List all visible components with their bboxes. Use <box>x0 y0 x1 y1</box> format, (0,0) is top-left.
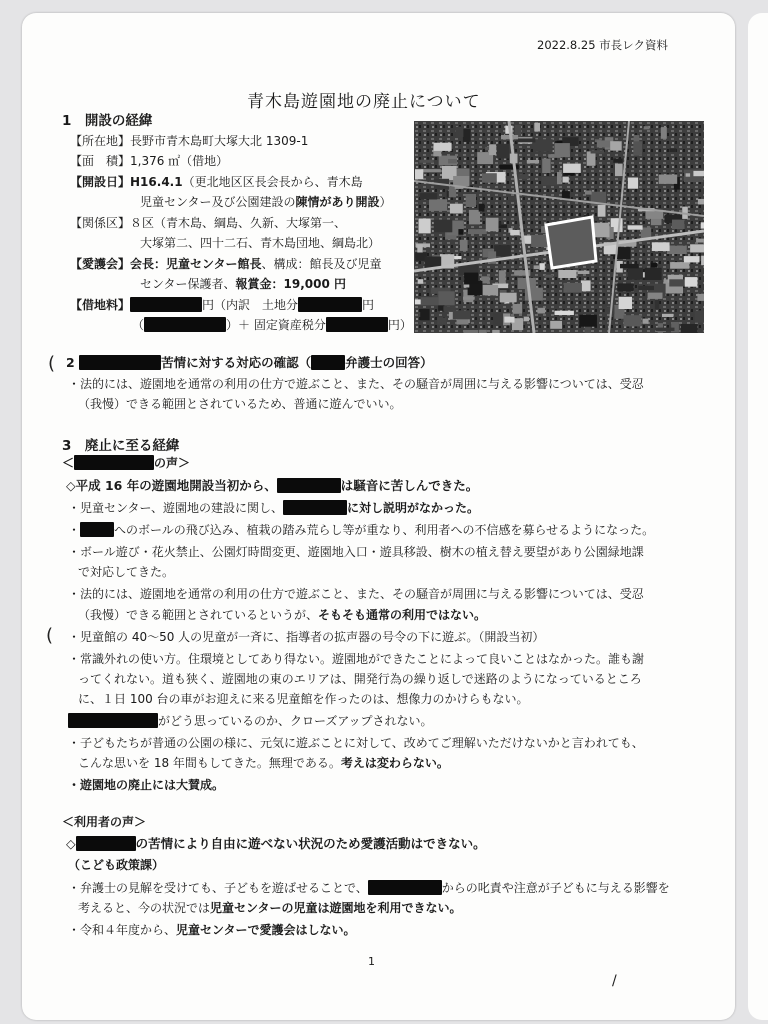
location-row <box>70 132 308 149</box>
page-number: 1 <box>368 955 375 968</box>
assoc-members: 、構成：館長及び児童 <box>261 257 382 271</box>
bullet-3-line-2: で対応してきた。 <box>78 565 175 579</box>
redaction-box <box>298 297 362 312</box>
bullet-7-text: がどう思っているのか、クローズアップされない。 <box>158 714 433 728</box>
bullet-1 <box>68 499 479 516</box>
aerial-texture-block <box>698 199 704 205</box>
rent-close: 円） <box>387 318 412 332</box>
aerial-texture-block <box>701 256 704 266</box>
redaction-box <box>79 355 161 370</box>
opening-row <box>70 173 363 190</box>
aerial-texture-block <box>510 230 520 235</box>
aerial-texture-block <box>421 169 441 172</box>
bullet-4-text: （我慢）できる範囲とされているというが、 <box>78 608 319 622</box>
opening-label: 【開設日】 <box>70 175 131 189</box>
aerial-texture-block <box>598 205 606 217</box>
bullet-8-text: こんな思いを 18 年間もしてきた。無理である。 <box>78 756 341 770</box>
aerial-texture-block <box>534 265 539 269</box>
section-2-number: 2 <box>66 355 75 370</box>
redaction-box <box>68 713 158 728</box>
aerial-texture-block <box>550 321 562 329</box>
redaction-box <box>277 478 341 493</box>
aerial-texture-block <box>684 256 700 262</box>
aerial-texture-block <box>489 144 496 155</box>
redaction-box <box>80 522 114 537</box>
aerial-texture-block <box>534 139 553 152</box>
voice-close: の声＞ <box>154 456 191 470</box>
section-2-title: 苦情に対する対応の確認（ <box>161 355 312 370</box>
aerial-texture-block <box>458 229 463 235</box>
bullet-4-line-1: ・法的には、遊園地を通常の利用の仕方で遊ぶこと、また、その騒音が周囲に与える影響については、受忍 <box>68 587 644 601</box>
aerial-texture-block <box>545 275 554 278</box>
aerial-texture-block <box>437 317 447 324</box>
aerial-texture-block <box>420 193 438 199</box>
aerial-texture-block <box>662 314 673 317</box>
aerial-texture-block <box>557 172 562 184</box>
section-2-line-2: （我慢）できる範囲とされているため、普通に遊んでいい。 <box>78 397 402 411</box>
opening-note-1: （更北地区区長会長から、青木島 <box>182 175 363 189</box>
aerial-texture-block <box>448 159 457 164</box>
aerial-texture-block <box>466 194 476 207</box>
resident-claim <box>66 476 478 494</box>
aerial-texture-block <box>486 218 499 232</box>
rent-breakdown: 円（内訳 土地分 <box>202 298 299 312</box>
document-page <box>22 13 735 1020</box>
c-bullet-1-line-1 <box>68 879 670 896</box>
rent-tax: ）＋ 固定資産税分 <box>226 318 326 332</box>
aerial-texture-block <box>695 310 704 322</box>
aerial-texture-block <box>696 239 704 243</box>
aerial-texture-block <box>469 210 480 225</box>
area-row <box>70 152 228 169</box>
aerial-texture-block <box>513 304 523 314</box>
bullet-6-line-2: ってくれない。道も狭く、遊園地の東のエリアは、開発行為の繰り返しで迷路のようになっているところ <box>78 672 642 686</box>
bullet-4-emphasis: そもそも通常の利用ではない。 <box>318 608 487 622</box>
aerial-texture-block <box>578 271 590 274</box>
aerial-texture-block <box>421 297 439 305</box>
aerial-texture-block <box>429 199 447 211</box>
aerial-texture-block <box>453 310 470 319</box>
aerial-texture-block <box>483 285 498 296</box>
c-bullet-1-end: からの叱責や注意が子どもに与える影響を <box>441 881 670 895</box>
bullet-1-start: ・児童センター、遊園地の建設に関し、 <box>68 501 284 515</box>
aerial-texture-block <box>468 229 487 234</box>
section-1-heading: 1 開設の経緯 <box>62 113 153 129</box>
redaction-box <box>368 880 442 895</box>
aerial-texture-block <box>579 315 597 327</box>
aerial-texture-block <box>479 204 485 212</box>
aerial-texture-block <box>645 268 662 280</box>
assoc-reward: 報賞金：19,000 円 <box>235 277 347 291</box>
handwritten-mark: / <box>612 973 617 989</box>
c-bullet-1-line-2 <box>78 899 462 916</box>
aerial-texture-block <box>450 204 463 214</box>
section-2-heading <box>66 353 433 371</box>
document-date: 2022.8.25 市長レク資料 <box>537 38 668 52</box>
bullet-6-line-1: ・常識外れの使い方。住環境としてあり得ない。遊園地ができたことによって良いことはなかった。誰も謝 <box>68 652 645 666</box>
aerial-texture-block <box>651 263 658 268</box>
next-page-edge <box>748 13 768 1020</box>
resident-voice-heading <box>62 454 190 471</box>
assoc-row <box>70 255 382 272</box>
aerial-texture-block <box>500 293 517 303</box>
redaction-box <box>326 317 388 332</box>
claim-start: ◇平成 16 年の遊園地開設当初から、 <box>66 478 277 493</box>
aerial-texture-block <box>633 141 642 155</box>
aerial-texture-block <box>463 297 475 300</box>
aerial-texture-block <box>697 294 704 301</box>
aerial-texture-block <box>605 306 615 314</box>
aerial-texture-block <box>701 222 704 228</box>
user-claim <box>66 834 486 852</box>
aerial-texture-block <box>534 123 540 132</box>
aerial-texture-block <box>562 191 570 199</box>
rent-label: 【借地料】 <box>70 298 131 312</box>
opening-note-2: 児童センター及び公園建設の <box>140 195 296 209</box>
c-bullet-2-text: ・令和４年度から、 <box>68 923 177 937</box>
kodomo-dept: （こども政策課） <box>68 858 165 872</box>
assoc-members-2: センター保護者、 <box>140 277 236 291</box>
aerial-texture-block <box>527 160 539 163</box>
aerial-texture-block <box>555 311 574 315</box>
user-claim-text: の苦情により自由に遊べない状況のため愛護活動はできない。 <box>135 836 486 851</box>
aerial-photo <box>414 121 704 333</box>
aerial-texture-block <box>597 140 610 147</box>
aerial-texture-block <box>619 297 632 309</box>
user-voice-heading: ＜利用者の声＞ <box>62 815 147 829</box>
aerial-texture-block <box>667 246 687 255</box>
section-2-title-end: 弁護士の回答） <box>345 355 433 370</box>
aerial-texture-block <box>463 330 478 333</box>
section-3-heading: 3 廃止に至る経緯 <box>62 438 180 454</box>
aerial-texture-block <box>628 178 638 189</box>
c-bullet-1-start: ・弁護士の見解を受けても、子どもを遊ばせることで、 <box>68 881 368 895</box>
bullet-4-line-2 <box>78 606 486 623</box>
bullet-2-dot: ・ <box>68 523 81 537</box>
aerial-texture-block <box>593 223 609 238</box>
aerial-texture-block <box>591 150 605 153</box>
c-bullet-2-emphasis: 児童センターで愛護会はしない。 <box>176 923 356 937</box>
c-bullet-1-text: 考えると、今の状況では <box>78 901 211 915</box>
opening-row-2 <box>140 193 392 210</box>
aerial-texture-block <box>564 283 582 293</box>
aerial-texture-block <box>482 173 497 183</box>
aerial-texture-block <box>617 283 634 291</box>
opening-date: H16.4.1 <box>130 175 183 189</box>
aerial-photo-graphic <box>414 121 704 333</box>
aerial-texture-block <box>610 141 622 150</box>
aerial-texture-block <box>418 279 424 284</box>
aerial-texture-block <box>581 280 591 291</box>
redaction-box <box>311 355 345 370</box>
aerial-texture-block <box>648 293 663 299</box>
redaction-box <box>130 297 202 312</box>
aerial-texture-block <box>494 245 511 257</box>
aerial-texture-block <box>419 160 434 163</box>
redaction-box <box>144 317 226 332</box>
aerial-texture-block <box>672 220 685 230</box>
aerial-texture-block <box>681 324 698 333</box>
bullet-7 <box>68 712 433 729</box>
district-row <box>70 214 346 231</box>
aerial-texture-block <box>497 144 509 159</box>
aerial-texture-block <box>669 279 684 286</box>
aerial-texture-block <box>460 240 468 251</box>
bullet-2 <box>68 521 654 538</box>
user-claim-diamond: ◇ <box>66 836 76 851</box>
rent-row-2 <box>132 316 412 333</box>
bullet-9: ・遊園地の廃止には大賛成。 <box>68 778 225 792</box>
bullet-6-line-3: に、１日 100 台の車がお迎えに来る児童館を作ったのは、想像力のかけらもない。 <box>78 692 529 706</box>
district-line-2: 大塚第二、四十二石、青木島団地、綱島北） <box>140 236 381 250</box>
aerial-texture-block <box>524 317 529 322</box>
aerial-texture-block <box>481 276 490 283</box>
aerial-texture-block <box>493 313 503 326</box>
redaction-box <box>74 455 154 470</box>
location-label: 【所在地】 <box>70 134 131 148</box>
aerial-texture-block <box>656 328 675 331</box>
aerial-texture-block <box>613 159 622 163</box>
aerial-texture-block <box>661 127 667 139</box>
aerial-texture-block <box>643 319 649 324</box>
aerial-texture-block <box>434 143 452 151</box>
aerial-texture-block <box>628 268 643 280</box>
area-label: 【面 積】 <box>70 154 131 168</box>
aerial-texture-block <box>670 262 689 269</box>
aerial-texture-block <box>651 219 662 226</box>
aerial-texture-block <box>624 315 642 326</box>
rent-row <box>70 296 374 313</box>
aerial-texture-block <box>463 129 471 142</box>
aerial-texture-block <box>644 126 650 129</box>
aerial-texture-block <box>464 273 478 285</box>
aerial-texture-block <box>539 263 544 270</box>
opening-note-close: ） <box>379 195 392 209</box>
aerial-texture-block <box>638 286 654 290</box>
aerial-texture-block <box>419 219 431 234</box>
aerial-texture-block <box>492 330 500 333</box>
redaction-box <box>76 836 136 851</box>
rent-unit: 円 <box>362 298 375 312</box>
district-line-1: ８区（青木島、綱島、久新、大塚第一、 <box>130 216 347 230</box>
handwritten-mark: ( <box>48 353 56 374</box>
aerial-texture-block <box>541 177 558 185</box>
aerial-texture-block <box>587 151 596 165</box>
aerial-texture-block <box>453 176 469 186</box>
aerial-texture-block <box>519 174 529 179</box>
aerial-texture-block <box>479 330 487 333</box>
aerial-texture-block <box>652 242 670 251</box>
aerial-texture-block <box>438 291 454 305</box>
opening-petition: 陳情があり開設 <box>295 195 380 209</box>
bullet-8-line-1: ・子どもたちが普通の公園の様に、元気に遊ぶことに対して、改めてご理解いただけないかと言われても、 <box>68 736 644 750</box>
handwritten-mark: ( <box>46 625 54 646</box>
redaction-box <box>283 500 347 515</box>
assoc-label: 【愛護会】 <box>70 257 131 271</box>
aerial-texture-block <box>537 308 545 314</box>
aerial-texture-block <box>655 300 659 309</box>
aerial-texture-block <box>686 173 691 176</box>
aerial-texture-block <box>434 220 453 233</box>
aerial-texture-block <box>558 270 576 278</box>
aerial-texture-block <box>563 177 569 183</box>
aerial-texture-block <box>504 317 514 323</box>
bullet-2-text: へのボールの飛び込み、植栽の踏み荒らし等が重なり、利用者への不信感を募らせるようになった。 <box>114 523 655 537</box>
section-2-line-1: ・法的には、遊園地を通常の利用の仕方で遊ぶこと、また、その騒音が周囲に与える影響については、受忍 <box>68 377 644 391</box>
bullet-8-line-2 <box>78 754 449 771</box>
document-title: 青木島遊園地の廃止について <box>247 92 481 112</box>
c-bullet-2 <box>68 921 356 938</box>
aerial-texture-block <box>417 245 422 253</box>
aerial-texture-block <box>620 264 639 268</box>
aerial-texture-block <box>542 159 550 174</box>
district-label: 【関係区】 <box>70 216 131 230</box>
c-bullet-1-emphasis: 児童センターの児童は遊園地を利用できない。 <box>210 901 462 915</box>
aerial-texture-block <box>415 169 423 179</box>
bullet-3-line-1: ・ボール遊び・花火禁止、公園灯時間変更、遊園地入口・遊具移設、樹木の植え替え要望があり公園緑地課 <box>68 545 644 559</box>
assoc-chair: 会長：児童センター館長 <box>130 257 262 271</box>
aerial-texture-block <box>585 191 592 195</box>
aerial-texture-block <box>685 277 698 287</box>
aerial-texture-block <box>693 171 704 176</box>
bullet-5: ・児童館の 40～50 人の児童が一斉に、指導者の拡声器の号令の下に遊ぶ。（開設当初） <box>68 630 545 644</box>
aerial-texture-block <box>499 270 506 283</box>
rent-open-paren: （ <box>132 318 145 332</box>
aerial-texture-block <box>516 138 535 142</box>
bullet-8-emphasis: 考えは変わらない。 <box>340 756 449 770</box>
voice-open: ＜ <box>62 456 75 470</box>
bullet-1-end: に対し説明がなかった。 <box>347 501 480 515</box>
aerial-texture-block <box>455 127 463 137</box>
assoc-row-2 <box>140 275 346 292</box>
aerial-texture-block <box>563 164 581 173</box>
aerial-texture-block <box>690 244 704 252</box>
area-value: 1,376 ㎡（借地） <box>130 154 229 168</box>
aerial-texture-block <box>420 309 429 320</box>
aerial-texture-block <box>464 284 470 287</box>
aerial-texture-block <box>555 143 570 157</box>
aerial-texture-block <box>615 164 623 176</box>
aerial-texture-block <box>670 148 677 152</box>
aerial-texture-block <box>628 225 643 229</box>
aerial-texture-block <box>659 175 678 184</box>
location-value: 長野市青木島町大塚大北 1309-1 <box>130 134 309 148</box>
claim-end: は騒音に苦しんできた。 <box>340 478 479 493</box>
